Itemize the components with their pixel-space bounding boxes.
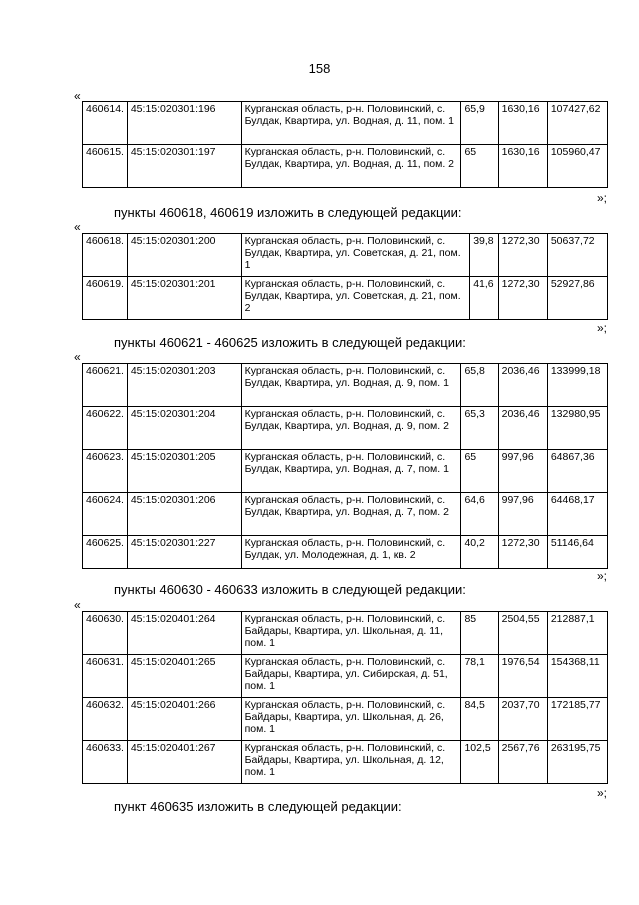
address: Курганская область, р-н. Половинский, с. Байдары, Квартира, ул. Школьная, д. 11, пом. 1	[241, 612, 461, 655]
table-row	[83, 234, 608, 277]
row-number: 460624.	[83, 493, 128, 536]
cadastral-number: 45:15:020301:206	[127, 493, 241, 536]
address: Курганская область, р-н. Половинский, с. Булдак, Квартира, ул. Водная, д. 11, пом. 2	[241, 145, 461, 188]
row-number: 460615.	[83, 145, 128, 188]
area: 65,3	[461, 407, 498, 450]
cadastral-value: 107427,62	[547, 102, 607, 145]
area: 41,6	[470, 277, 498, 320]
quote-close: »;	[597, 786, 608, 800]
cadastral-number: 45:15:020301:196	[127, 102, 241, 145]
cadastral-value: 263195,75	[547, 741, 607, 784]
amendment-paragraph: пункт 460635 изложить в следующей редакции:	[114, 799, 402, 814]
cadastral-number: 45:15:020401:266	[127, 698, 241, 741]
cadastral-value: 64468,17	[547, 493, 607, 536]
area: 102,5	[461, 741, 498, 784]
property-table	[82, 233, 608, 320]
area: 40,2	[461, 536, 498, 569]
area: 84,5	[461, 698, 498, 741]
address: Курганская область, р-н. Половинский, с. Булдак, Квартира, ул. Водная, д. 11, пом. 1	[241, 102, 461, 145]
cadastral-value: 64867,36	[547, 450, 607, 493]
address: Курганская область, р-н. Половинский, с. Байдары, Квартира, ул. Школьная, д. 26, пом. 1	[241, 698, 461, 741]
row-number: 460614.	[83, 102, 128, 145]
cadastral-value: 132980,95	[547, 407, 607, 450]
cadastral-value: 212887,1	[547, 612, 607, 655]
cadastral-number: 45:15:020301:204	[127, 407, 241, 450]
amendment-paragraph: пункты 460630 - 460633 изложить в следующей редакции:	[114, 582, 466, 597]
address: Курганская область, р-н. Половинский, с. Булдак, Квартира, ул. Советская, д. 21, пом. 1	[241, 234, 470, 277]
specific-value: 2036,46	[498, 407, 547, 450]
cadastral-value: 172185,77	[547, 698, 607, 741]
cadastral-value: 154368,11	[547, 655, 607, 698]
table-row	[83, 698, 608, 741]
quote-close: »;	[597, 569, 608, 583]
row-number: 460621.	[83, 364, 128, 407]
row-number: 460619.	[83, 277, 128, 320]
quote-open: «	[74, 220, 81, 234]
specific-value: 1630,16	[498, 102, 547, 145]
specific-value: 1976,54	[498, 655, 547, 698]
area: 85	[461, 612, 498, 655]
area: 65,8	[461, 364, 498, 407]
table-row	[83, 655, 608, 698]
row-number: 460623.	[83, 450, 128, 493]
cadastral-number: 45:15:020301:205	[127, 450, 241, 493]
area: 65,9	[461, 102, 498, 145]
table-row	[83, 364, 608, 407]
area: 64,6	[461, 493, 498, 536]
property-table	[82, 611, 608, 784]
cadastral-number: 45:15:020401:265	[127, 655, 241, 698]
cadastral-value: 51146,64	[547, 536, 607, 569]
quote-close: »;	[597, 321, 608, 335]
address: Курганская область, р-н. Половинский, с. Булдак, Квартира, ул. Советская, д. 21, пом. 2	[241, 277, 470, 320]
address: Курганская область, р-н. Половинский, с. Байдары, Квартира, ул. Сибирская, д. 51, пом. 1	[241, 655, 461, 698]
row-number: 460625.	[83, 536, 128, 569]
area: 78,1	[461, 655, 498, 698]
cadastral-number: 45:15:020301:203	[127, 364, 241, 407]
address: Курганская область, р-н. Половинский, с. Булдак, Квартира, ул. Водная, д. 7, пом. 1	[241, 450, 461, 493]
table-row	[83, 407, 608, 450]
table-row	[83, 612, 608, 655]
cadastral-value: 133999,18	[547, 364, 607, 407]
specific-value: 1630,16	[498, 145, 547, 188]
property-table	[82, 101, 608, 188]
amendment-paragraph: пункты 460618, 460619 изложить в следующей редакции:	[114, 205, 462, 220]
cadastral-number: 45:15:020301:227	[127, 536, 241, 569]
specific-value: 2037,70	[498, 698, 547, 741]
specific-value: 1272,30	[498, 277, 547, 320]
table-row	[83, 493, 608, 536]
page-number: 158	[308, 61, 331, 76]
address: Курганская область, р-н. Половинский, с. Булдак, Квартира, ул. Водная, д. 7, пом. 2	[241, 493, 461, 536]
address: Курганская область, р-н. Половинский, с. Булдак, Квартира, ул. Водная, д. 9, пом. 1	[241, 364, 461, 407]
row-number: 460618.	[83, 234, 128, 277]
specific-value: 1272,30	[498, 234, 547, 277]
quote-open: «	[74, 350, 81, 364]
quote-open: «	[74, 598, 81, 612]
area: 39,8	[470, 234, 498, 277]
table-row	[83, 536, 608, 569]
table-row	[83, 277, 608, 320]
cadastral-number: 45:15:020401:264	[127, 612, 241, 655]
quote-open: «	[74, 89, 81, 103]
row-number: 460630.	[83, 612, 128, 655]
specific-value: 2567,76	[498, 741, 547, 784]
amendment-paragraph: пункты 460621 - 460625 изложить в следующей редакции:	[114, 335, 466, 350]
cadastral-number: 45:15:020301:200	[127, 234, 241, 277]
row-number: 460632.	[83, 698, 128, 741]
address: Курганская область, р-н. Половинский, с. Байдары, Квартира, ул. Школьная, д. 12, пом. 1	[241, 741, 461, 784]
specific-value: 2504,55	[498, 612, 547, 655]
cadastral-value: 52927,86	[547, 277, 607, 320]
table-row	[83, 741, 608, 784]
specific-value: 1272,30	[498, 536, 547, 569]
specific-value: 997,96	[498, 493, 547, 536]
cadastral-number: 45:15:020401:267	[127, 741, 241, 784]
specific-value: 997,96	[498, 450, 547, 493]
cadastral-value: 105960,47	[547, 145, 607, 188]
address: Курганская область, р-н. Половинский, с. Булдак, Квартира, ул. Водная, д. 9, пом. 2	[241, 407, 461, 450]
table-row	[83, 450, 608, 493]
row-number: 460631.	[83, 655, 128, 698]
table-row	[83, 102, 608, 145]
cadastral-number: 45:15:020301:201	[127, 277, 241, 320]
row-number: 460622.	[83, 407, 128, 450]
cadastral-number: 45:15:020301:197	[127, 145, 241, 188]
row-number: 460633.	[83, 741, 128, 784]
table-row	[83, 145, 608, 188]
address: Курганская область, р-н. Половинский, с. Булдак, ул. Молодежная, д. 1, кв. 2	[241, 536, 461, 569]
cadastral-value: 50637,72	[547, 234, 607, 277]
area: 65	[461, 145, 498, 188]
area: 65	[461, 450, 498, 493]
property-table	[82, 363, 608, 569]
quote-close: »;	[597, 191, 608, 205]
specific-value: 2036,46	[498, 364, 547, 407]
